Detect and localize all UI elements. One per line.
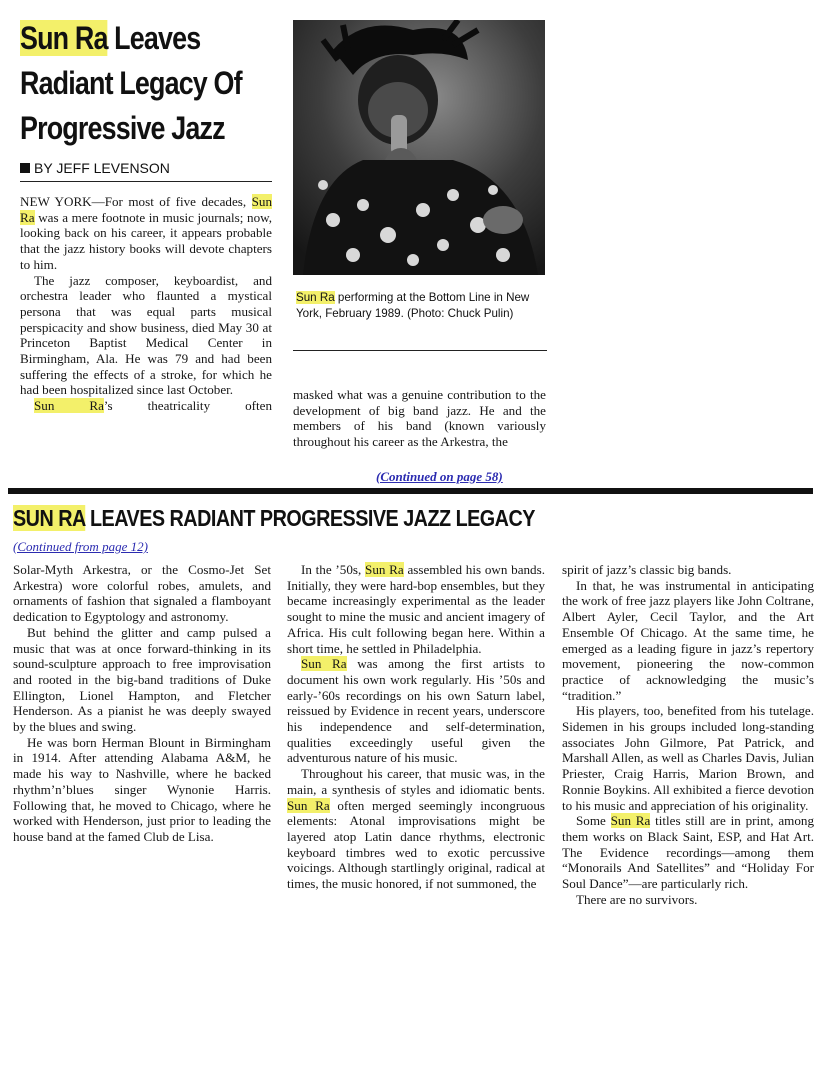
continued-on-link[interactable]: (Continued on page 58) bbox=[376, 469, 503, 484]
performer-photo bbox=[293, 20, 545, 275]
paragraph: Throughout his career, that music was, in the main, a synthesis of styles and idiomatic bents. Sun Ra often merged seemingly incongruous elements: Atonal improvisations might be layered atop Latin dance rhythms, electronic keyboard timbres wed to exotic percussive voicings. Although startlingly original, radical at times, the music honored, if not summoned, the bbox=[287, 766, 545, 892]
name-highlight: Sun Ra bbox=[20, 20, 108, 56]
paragraph: spirit of jazz’s classic big bands. bbox=[562, 562, 732, 577]
paragraph: Some Sun Ra titles still are in print, among them works on Black Saint, ESP, and Hat Art. The Evidence recordings—among them “Monorails And Satellites” and “Holiday For Soul Dance”—are particularly rich. bbox=[562, 813, 814, 892]
continuation-column-1 bbox=[13, 562, 271, 845]
paragraph: Solar-Myth Arkestra, or the Cosmo-Jet Set Arkestra) wore colorful robes, amulets, and ornaments of fashion that signaled a flamboyant dedication to Egyptology and astronomy. bbox=[13, 562, 271, 625]
continuation-column-3 bbox=[562, 562, 814, 907]
headline-line-3: Progressive Jazz bbox=[20, 110, 225, 146]
paragraph: His players, too, benefited from his tutelage. Sidemen in his groups included long-standing associates John Gilmore, Pat Patrick, and Marshall Allen, as well as Charles Davis, Julian Priester, Craig Harris, Marion Brown, and Ronnie Boykins. All exhibited a fierce devotion to his music and appreciation of his originality. bbox=[562, 703, 814, 813]
paragraph: The jazz composer, keyboardist, and orchestra leader who flaunted a mystical persona that was equal parts musical perspicacity and show business, died May 30 at Princeton Baptist Medical Center in Birmingham, Ala. He was 79 and had been suffering the effects of a stroke, for which he had been hospitalized since last October. bbox=[20, 272, 272, 398]
paragraph: There are no survivors. bbox=[576, 891, 698, 907]
paragraph: But behind the glitter and camp pulsed a music that was at once forward-thinking in its sound-sculpture approach to free improvisation and rooted in the big-band traditions of Duke Ellington, Lionel Hampton, and Fletcher Henderson. As a pianist he was deeply swayed by the blues and swing. bbox=[13, 624, 271, 735]
headline-line-1: Sun Ra Leaves bbox=[20, 20, 201, 56]
article-column-1 bbox=[20, 194, 272, 414]
paragraph: In that, he was instrumental in anticipating the work of free jazz players like John Coltrane, Albert Ayler, Cecil Taylor, and the Art Ensemble Of Chicago. At the same time, he emerged as a leading figure in jazz’s repertory movement, pioneering the now-common practice of acknowledging the music’s “tradition.” bbox=[562, 577, 814, 703]
paragraph: masked what was a genuine contribution to the development of big band jazz. He and the members of his band (known variously throughout his career as the Arkestra, the bbox=[293, 387, 546, 450]
continuation-column-2 bbox=[287, 562, 545, 892]
photo-of-performer-icon bbox=[293, 20, 545, 275]
article-column-2 bbox=[293, 387, 546, 450]
divider bbox=[20, 181, 272, 182]
paragraph: Sun Ra was among the first artists to document his own work regularly. His ’50s and early-’60s recordings on his own Saturn label, reissued by Evidence in recent years, underscore his independence and self-determination, qualities exceedingly useful given the adventurous nature of his music. bbox=[287, 656, 545, 766]
byline-square-icon bbox=[20, 163, 30, 173]
continuation-headline: SUN RA LEAVES RADIANT PROGRESSIVE JAZZ LEGACY bbox=[13, 505, 535, 531]
section-divider bbox=[8, 488, 813, 494]
paragraph: Sun Ra’s theatricality often bbox=[34, 398, 272, 414]
photo-caption: Sun Ra performing at the Bottom Line in New York, February 1989. (Photo: Chuck Pulin) bbox=[296, 291, 530, 320]
paragraph: He was born Herman Blount in Birmingham in 1914. After attending Alabama A&M, he made his way to Nashville, where he backed rhythm’n’blues singer Wynonie Harris. Following that, he moved to Chicago, where he worked with Henderson, just prior to leading the house band at the famed Club de Lisa. bbox=[13, 734, 271, 844]
continued-from-link[interactable]: (Continued from page 12) bbox=[13, 539, 148, 554]
paragraph: In the ’50s, Sun Ra assembled his own bands. Initially, they were hard-bop ensembles, but they became increasingly experimental as the leader sought to mine the music and ancient imagery of Africa. His cult following began here. Within a short time, he settled in Philadelphia. bbox=[287, 562, 545, 656]
byline: BY JEFF LEVENSON bbox=[20, 160, 170, 176]
headline bbox=[20, 16, 243, 151]
headline-line-2: Radiant Legacy Of bbox=[20, 65, 242, 101]
divider bbox=[293, 350, 547, 351]
paragraph: NEW YORK—For most of five decades, Sun Ra was a mere footnote in music journals; now, looking back on his career, it appears probable that the jazz history books will devote chapters to him. bbox=[20, 194, 272, 272]
